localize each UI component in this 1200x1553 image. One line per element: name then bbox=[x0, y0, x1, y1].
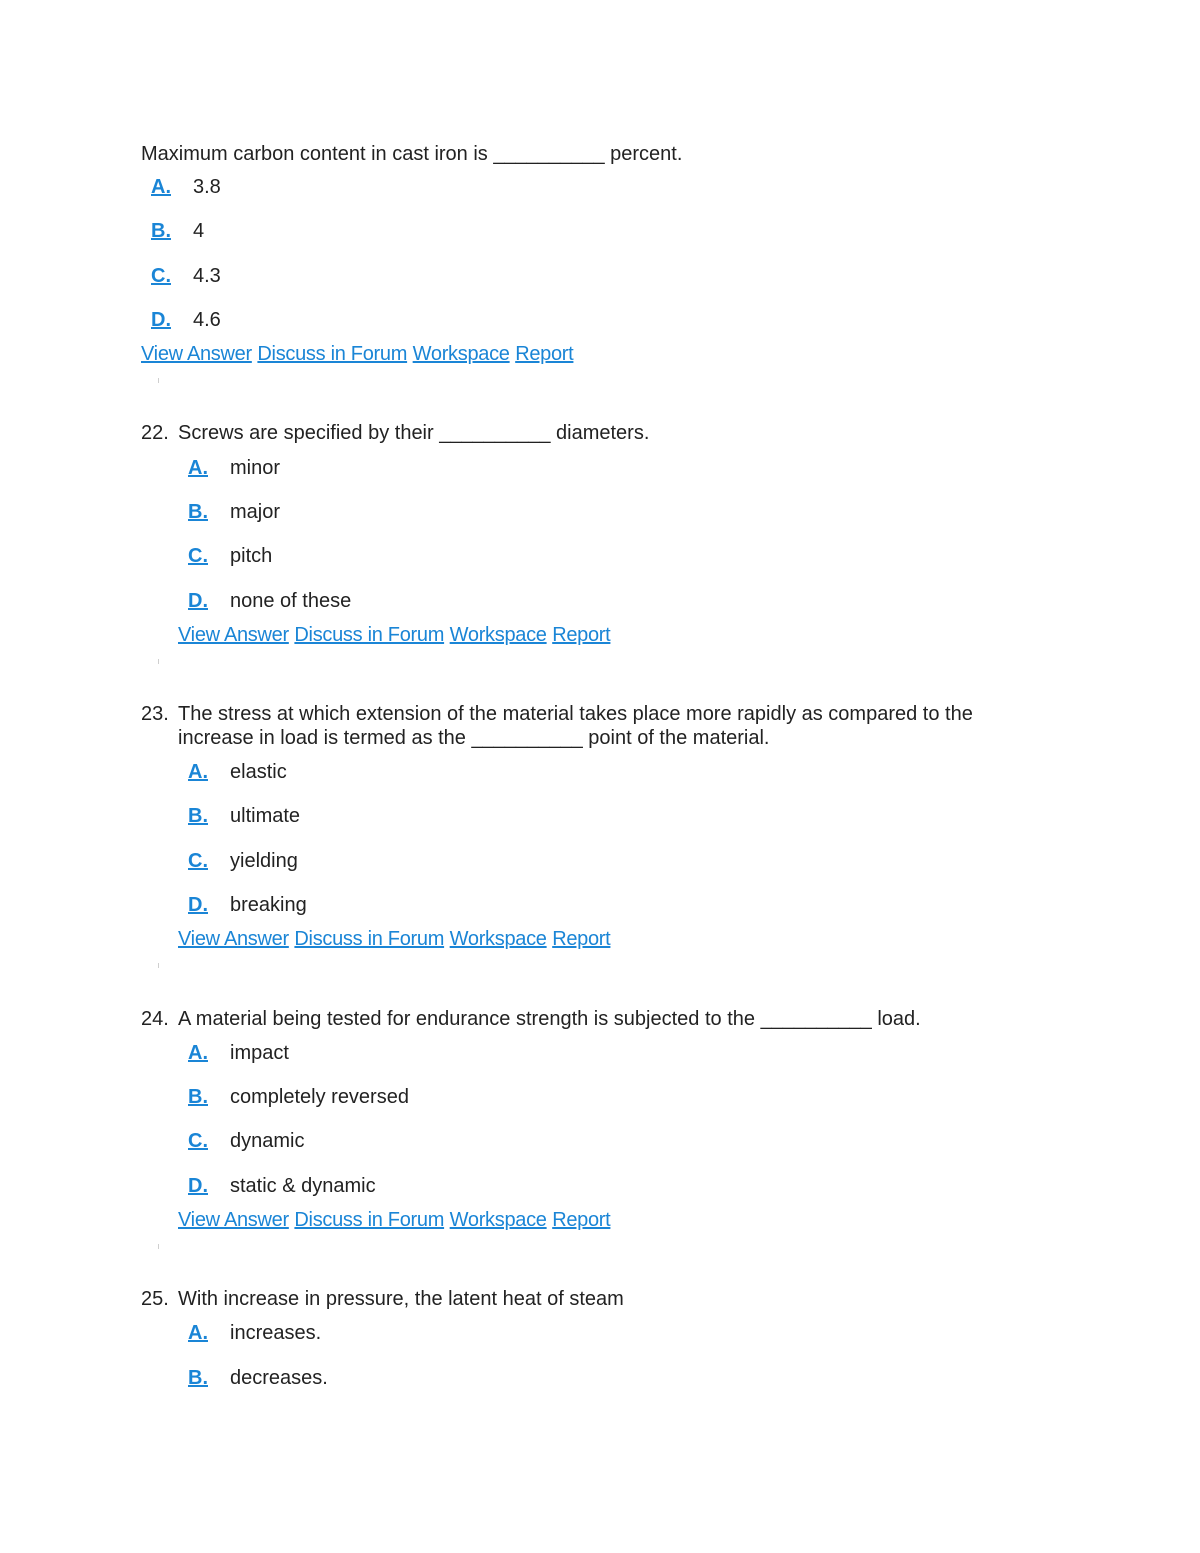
option-d-link[interactable]: D. bbox=[188, 1175, 208, 1197]
question-actions bbox=[178, 927, 610, 951]
option-a-text: increases. bbox=[230, 1322, 322, 1344]
option-c-link[interactable]: C. bbox=[188, 545, 208, 567]
option-b-link[interactable]: B. bbox=[188, 805, 208, 827]
option-b-text: major bbox=[230, 501, 281, 523]
option-a-link[interactable]: A. bbox=[188, 457, 208, 479]
option-b-link[interactable]: B. bbox=[151, 220, 171, 242]
question-number: 22. bbox=[141, 422, 169, 444]
view-answer-link[interactable]: View Answer bbox=[178, 624, 289, 646]
option-a-text: minor bbox=[230, 457, 281, 479]
option-b-text: 4 bbox=[193, 220, 205, 242]
workspace-link[interactable]: Workspace bbox=[449, 928, 547, 950]
option-b-link[interactable]: B. bbox=[188, 501, 208, 523]
option-d-text: breaking bbox=[230, 894, 307, 916]
workspace-link[interactable]: Workspace bbox=[449, 1209, 547, 1231]
option-c-text: dynamic bbox=[230, 1130, 305, 1152]
option-d-text: none of these bbox=[230, 590, 352, 612]
option-c-link[interactable]: C. bbox=[188, 850, 208, 872]
question-actions bbox=[178, 1208, 610, 1232]
report-link[interactable]: Report bbox=[552, 1209, 611, 1231]
report-link[interactable]: Report bbox=[552, 928, 611, 950]
option-c-text: 4.3 bbox=[193, 265, 221, 287]
workspace-link[interactable]: Workspace bbox=[412, 343, 510, 365]
view-answer-link[interactable]: View Answer bbox=[178, 1209, 289, 1231]
separator-mark bbox=[158, 659, 159, 664]
option-a-link[interactable]: A. bbox=[151, 176, 171, 198]
option-c-text: pitch bbox=[230, 545, 273, 567]
question-text: A material being tested for endurance strength is subjected to the __________ load. bbox=[178, 1008, 921, 1030]
discuss-in-forum-link[interactable]: Discuss in Forum bbox=[257, 343, 408, 365]
question-text: Maximum carbon content in cast iron is __________ percent. bbox=[141, 143, 683, 165]
option-d-link[interactable]: D. bbox=[188, 590, 208, 612]
report-link[interactable]: Report bbox=[515, 343, 574, 365]
question-actions bbox=[178, 623, 610, 647]
discuss-in-forum-link[interactable]: Discuss in Forum bbox=[294, 624, 445, 646]
option-b-text: ultimate bbox=[230, 805, 301, 827]
separator-mark bbox=[158, 963, 159, 968]
option-a-text: impact bbox=[230, 1042, 289, 1064]
question-number: 25. bbox=[141, 1288, 169, 1310]
discuss-in-forum-link[interactable]: Discuss in Forum bbox=[294, 928, 445, 950]
option-a-link[interactable]: A. bbox=[188, 1322, 208, 1344]
option-b-text: completely reversed bbox=[230, 1086, 409, 1108]
option-d-link[interactable]: D. bbox=[151, 309, 171, 331]
question-text-line-1: The stress at which extension of the material takes place more rapidly as compared to the bbox=[178, 703, 973, 725]
option-d-text: 4.6 bbox=[193, 309, 221, 331]
report-link[interactable]: Report bbox=[552, 624, 611, 646]
option-d-text: static & dynamic bbox=[230, 1175, 376, 1197]
separator-mark bbox=[158, 1244, 159, 1249]
question-number: 24. bbox=[141, 1008, 169, 1030]
option-c-link[interactable]: C. bbox=[151, 265, 171, 287]
option-a-link[interactable]: A. bbox=[188, 761, 208, 783]
discuss-in-forum-link[interactable]: Discuss in Forum bbox=[294, 1209, 445, 1231]
view-answer-link[interactable]: View Answer bbox=[141, 343, 252, 365]
option-a-link[interactable]: A. bbox=[188, 1042, 208, 1064]
option-b-link[interactable]: B. bbox=[188, 1086, 208, 1108]
workspace-link[interactable]: Workspace bbox=[449, 624, 547, 646]
question-text-line-2: increase in load is termed as the __________ point of the material. bbox=[178, 727, 770, 749]
question-text: With increase in pressure, the latent heat of steam bbox=[178, 1288, 624, 1310]
question-text: Screws are specified by their __________ diameters. bbox=[178, 422, 650, 444]
option-a-text: 3.8 bbox=[193, 176, 221, 198]
view-answer-link[interactable]: View Answer bbox=[178, 928, 289, 950]
option-c-text: yielding bbox=[230, 850, 298, 872]
question-actions bbox=[141, 342, 573, 366]
option-a-text: elastic bbox=[230, 761, 287, 783]
question-number: 23. bbox=[141, 703, 169, 725]
option-d-link[interactable]: D. bbox=[188, 894, 208, 916]
option-c-link[interactable]: C. bbox=[188, 1130, 208, 1152]
separator-mark bbox=[158, 378, 159, 383]
option-b-link[interactable]: B. bbox=[188, 1367, 208, 1389]
option-b-text: decreases. bbox=[230, 1367, 328, 1389]
